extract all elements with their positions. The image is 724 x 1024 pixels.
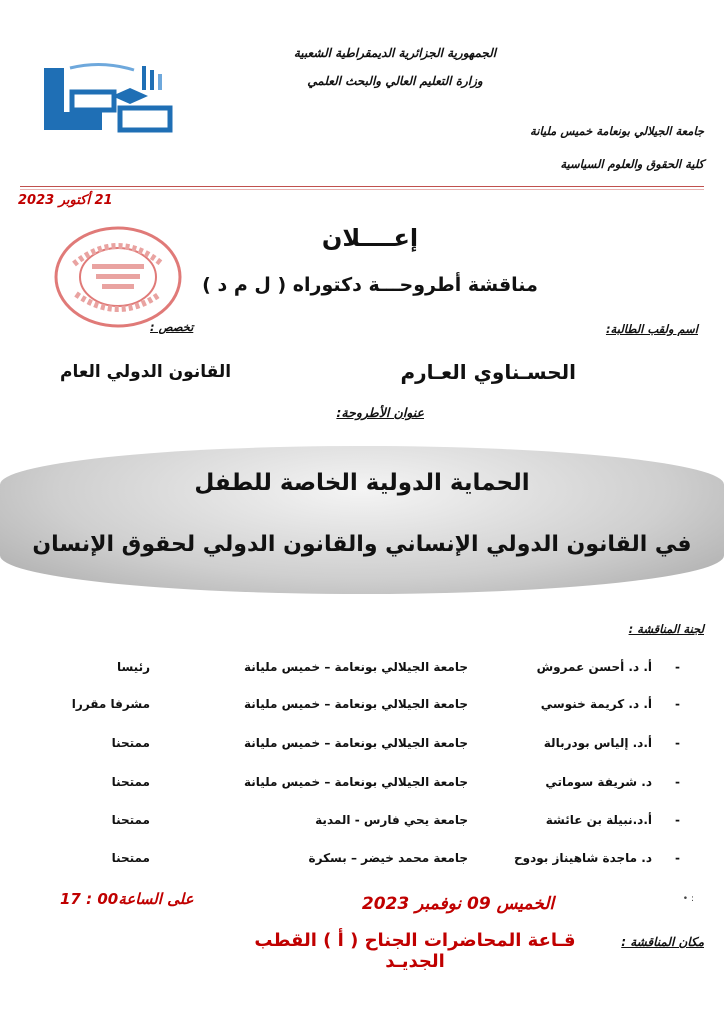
header-divider-shadow <box>20 189 704 190</box>
member-role: رئيسا <box>116 660 150 674</box>
member-role: ممتحنا <box>111 813 150 827</box>
announcement-title: إعــــلان <box>321 224 419 252</box>
member-name: أ. د. كريمة خنوسي <box>540 697 652 711</box>
faculty-name: كلية الحقوق والعلوم السياسية <box>560 157 704 171</box>
member-university: جامعة الجيلالي بونعامة – خميس مليانة <box>243 736 468 750</box>
republic-heading: الجمهورية الجزائرية الديمقراطية الشعبية <box>293 46 497 60</box>
header-divider <box>20 186 704 187</box>
member-role: مشرفا مقررا <box>71 697 150 711</box>
member-name: أ.د. إلياس بودربالة <box>543 736 652 750</box>
committee-row: - أ. د. أحسن عمروش جامعة الجيلالي بونعامة – خميس مليانة رئيسا <box>0 660 724 684</box>
university-name: جامعة الجيلالي بونعامة خميس مليانة <box>530 124 704 138</box>
committee-row: - د. ماجدة شاهيناز بودوح جامعة محمد خيضر – بسكرة ممتحنا <box>0 851 724 875</box>
ministry-heading: وزارة التعليم العالي والبحث العلمي <box>307 74 483 88</box>
defense-place: قـاعة المحاضرات الجناح ( أ ) القطب الجديـد <box>254 930 576 972</box>
official-stamp-icon <box>52 224 184 330</box>
member-role: ممتحنا <box>111 736 150 750</box>
thesis-title-line2: في القانون الدولي الإنساني والقانون الدولي لحقوق الإنسان <box>32 532 692 557</box>
member-university: جامعة الجيلالي بونعامة – خميس مليانة <box>243 660 468 674</box>
thesis-title-banner <box>0 446 724 594</box>
member-name: أ.د.نبيلة بن عائشة <box>545 813 652 827</box>
committee-row: - د. شريفة سوماتي جامعة الجيلالي بونعامة – خميس مليانة ممتحنا <box>0 775 724 799</box>
committee-row: - أ.د. إلياس بودربالة جامعة الجيلالي بونعامة – خميس مليانة ممتحنا <box>0 736 724 760</box>
bullet-marks: • : <box>682 894 694 904</box>
committee-label: لجنة المناقشة : <box>628 622 704 636</box>
announcement-subtitle: مناقشة أطروحـــة دكتوراه ( ل م د ) <box>202 274 538 296</box>
thesis-title-line1: الحماية الدولية الخاصة للطفل <box>194 470 530 496</box>
committee-row: - أ. د. كريمة خنوسي جامعة الجيلالي بونعامة – خميس مليانة مشرفا مقررا <box>0 697 724 721</box>
member-name: أ. د. أحسن عمروش <box>536 660 652 674</box>
thesis-label: عنوان الأطروحة: <box>336 405 424 420</box>
committee-row: - أ.د.نبيلة بن عائشة جامعة يحي فارس - المدية ممتحنا <box>0 813 724 837</box>
specialty-value: القانون الدولي العام <box>60 362 232 382</box>
member-role: ممتحنا <box>111 775 150 789</box>
member-university: جامعة الجيلالي بونعامة – خميس مليانة <box>243 775 468 789</box>
university-logo-icon <box>42 62 174 136</box>
member-name: د. ماجدة شاهيناز بودوح <box>514 851 652 865</box>
announcement-date: 21 أكتوبر 2023 <box>18 193 113 208</box>
defense-date: الخميس 09 نوفمبر 2023 <box>361 894 555 914</box>
member-role: ممتحنا <box>111 851 150 865</box>
student-name-label: اسم ولقب الطالبة: <box>605 322 698 336</box>
member-university: جامعة الجيلالي بونعامة – خميس مليانة <box>243 697 468 711</box>
member-name: د. شريفة سوماتي <box>545 775 652 789</box>
student-name: الحسـناوي العـارم <box>400 360 576 384</box>
defense-time: على الساعة00 : 17 <box>60 890 194 908</box>
member-university: جامعة يحي فارس - المدية <box>315 813 468 827</box>
specialty-label: تخصص : <box>150 320 194 334</box>
place-label: مكان المناقشة : <box>621 935 704 949</box>
member-university: جامعة محمد خيضر – بسكرة <box>308 851 468 865</box>
